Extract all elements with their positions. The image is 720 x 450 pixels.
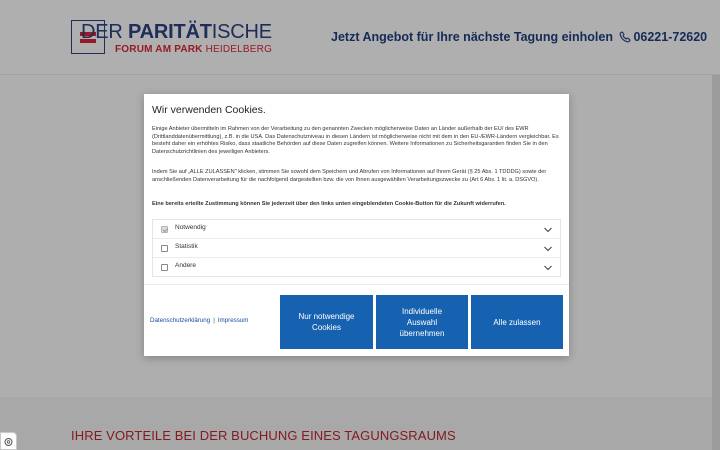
accept-all-button[interactable]: Alle zulassen — [471, 295, 563, 349]
fingerprint-icon — [1, 433, 16, 449]
logo-subline: FORUM AM PARK HEIDELBERG — [115, 44, 273, 55]
category-label: Notwendig — [175, 224, 206, 231]
footer-links — [150, 317, 248, 324]
consent-text-accept-all: Indem Sie auf „ALLE ZULASSEN" klicken, stimmen Sie sowohl dem Speichern und Abrufen von Informationen auf Ihrem Gerät (§ 25 Abs. 1 TDDDG) sowie der anschließenden Datenverarbeitung für die nachfolgend dargestellten bzw. die von Ihnen ausgewählten Verarbeitungszwecke zu (Art 6 Abs. 1 lit. a. DSGVO). — [152, 169, 547, 183]
accept-necessary-button[interactable]: Nur notwendige Cookies — [280, 295, 373, 349]
link-separator: | — [213, 317, 215, 324]
accept-selection-button[interactable]: Individuelle Auswahl übernehmen — [376, 295, 468, 349]
dialog-footer — [144, 284, 569, 356]
section-title: IHRE VORTEILE BEI DER BUCHUNG EINES TAGUNGSRAUMS — [71, 428, 456, 443]
cookie-category-list — [152, 219, 561, 277]
phone-number: 06221-72620 — [633, 30, 708, 44]
category-statistik[interactable] — [153, 239, 560, 258]
consent-text-revoke: Eine bereits erteilte Zustimmung können Sie jederzeit über den links unten eingeblendeten Cookie-Button für die Zukunft widerrufen. — [152, 201, 506, 207]
dialog-title: Wir verwenden Cookies. — [152, 104, 266, 116]
category-notwendig[interactable] — [153, 220, 560, 239]
category-checkbox-notwendig — [161, 226, 168, 233]
chevron-down-icon[interactable] — [543, 244, 553, 253]
chevron-down-icon[interactable] — [543, 263, 553, 272]
category-checkbox-andere[interactable] — [161, 264, 168, 271]
logo-wordmark: DER PARITÄTISCHE — [81, 21, 272, 43]
category-label: Statistik — [175, 243, 198, 250]
chevron-down-icon[interactable] — [543, 225, 553, 234]
category-andere[interactable] — [153, 258, 560, 277]
imprint-link[interactable]: Impressum — [217, 317, 249, 324]
category-checkbox-statistik[interactable] — [161, 245, 168, 252]
cookie-consent-dialog — [144, 94, 569, 356]
privacy-link[interactable]: Datenschutzerklärung — [150, 317, 211, 324]
cta-text: Jetzt Angebot für Ihre nächste Tagung einholen — [331, 30, 613, 44]
category-label: Andere — [175, 262, 196, 269]
cookie-settings-button[interactable] — [0, 432, 17, 450]
consent-text-third-country: Einige Anbieter übermitteln im Rahmen von der Verarbeitung zu den genannten Zwecken möglicherweise Daten an Länder außerhalb der EU/ des EWR (Drittlanddatenübermittlung), z.B. in die USA. Das Datenschutzniveau in diesen Ländern ist möglicherweise nicht mit dem in den EU-/EWR-Ländern vergleichbar. Es besteht daher ein erhöhtes Risiko, dass staatliche Behörden auf diese Daten zugreifen können. Weitere Informationen zu Sicherheitsgarantien finden Sie in den Datenschutzrichtlinien des jeweiligen Anbieters. — [152, 126, 559, 155]
